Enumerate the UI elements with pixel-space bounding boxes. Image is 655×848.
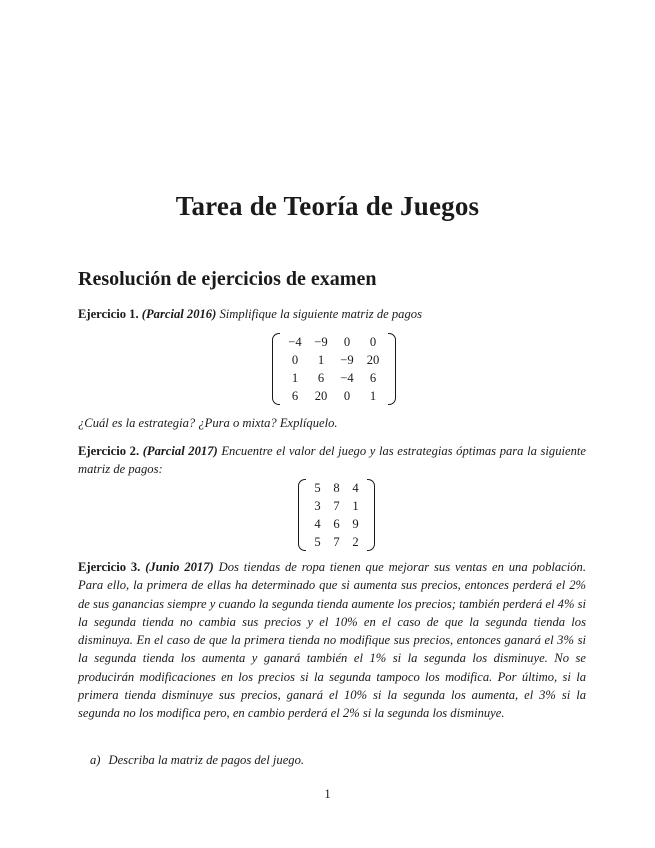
matrix-cell: 1: [369, 388, 377, 403]
matrix-cell: 6: [333, 516, 340, 531]
exercise-1-matrix-table: [282, 333, 386, 405]
exercise-1-text: Simplifique la siguiente matriz de pagos: [219, 307, 422, 321]
matrix-row: [308, 533, 365, 551]
matrix-row: [282, 333, 386, 351]
matrix-cell: 6: [317, 370, 325, 385]
matrix-cell: 6: [369, 370, 377, 385]
matrix-cell: 6: [291, 388, 299, 403]
matrix-cell: 7: [333, 498, 340, 513]
matrix-right-bracket: [367, 479, 375, 551]
page-number: 1: [324, 787, 331, 801]
exercise-1-label: Ejercicio 1.: [78, 307, 139, 321]
exercise-2-label: Ejercicio 2.: [78, 444, 140, 458]
exercise-1-question: [78, 414, 586, 432]
matrix-cell: 5: [314, 534, 321, 549]
matrix-row: [282, 351, 386, 369]
list-item-text: Describa la matriz de pagos del juego.: [108, 753, 305, 767]
matrix-cell: 20: [366, 352, 380, 367]
matrix-cell: 7: [333, 534, 340, 549]
matrix-cell: 3: [314, 498, 321, 513]
matrix-cell: −9: [340, 352, 354, 367]
matrix-cell: 1: [291, 370, 299, 385]
matrix-row: [308, 497, 365, 515]
document-title: Tarea de Teoría de Juegos: [175, 191, 480, 221]
exercise-3-source: (Junio 2017): [145, 560, 214, 574]
exercise-3-label: Ejercicio 3.: [78, 560, 141, 574]
exercise-1-statement: [78, 305, 586, 323]
exercise-3-text: Dos tiendas de ropa tienen que mejorar sus ventas en una población. Para ello, la primera de ellas ha determinado que si aumenta sus precios, entonces perderá el 2% de sus ganancias siempre y cuando la segunda tienda aumente los precios; también perderá el 4% si la segunda tienda no cambia sus precios y el 10% en el caso de que la segunda tienda los disminuya. En el caso de que la primera tienda no modifique sus precios, entonces ganará el 3% si la segunda tienda los aumenta y ganará también el 1% si la segunda los disminuye. No se producirán modificaciones en los precios si la segunda tampoco los modifica. Por último, si la primera tienda disminuye sus precios, ganará el 10% si la segunda los aumenta, el 3% si la segunda no los modifica pero, en cambio perderá el 2% si la segunda los disminuye.: [78, 560, 586, 721]
exercise-1-matrix: [272, 333, 396, 405]
list-item-marker: a): [90, 753, 101, 767]
matrix-row: [282, 387, 386, 405]
matrix-cell: −4: [340, 370, 354, 385]
section-heading: Resolución de ejercicios de examen: [78, 268, 377, 290]
exercise-1-source: (Parcial 2016): [141, 307, 217, 321]
matrix-cell: 5: [314, 480, 321, 495]
matrix-row: [308, 515, 365, 533]
matrix-row: [282, 369, 386, 387]
matrix-left-bracket: [298, 479, 306, 551]
matrix-left-bracket: [272, 333, 280, 405]
matrix-cell: 8: [333, 480, 340, 495]
matrix-cell: 1: [317, 352, 325, 367]
matrix-cell: 0: [291, 352, 299, 367]
matrix-cell: −9: [314, 334, 328, 349]
exercise-3-statement: [78, 558, 586, 723]
matrix-right-bracket: [388, 333, 396, 405]
matrix-cell: 4: [352, 480, 359, 495]
exercise-2-matrix: [298, 479, 375, 551]
matrix-cell: 0: [343, 388, 351, 403]
matrix-cell: 9: [352, 516, 359, 531]
matrix-cell: 2: [352, 534, 359, 549]
matrix-row: [308, 479, 365, 497]
list-item: [90, 753, 304, 768]
exercise-2-source: (Parcial 2017): [142, 444, 218, 458]
matrix-cell: 1: [352, 498, 359, 513]
matrix-cell: −4: [288, 334, 302, 349]
matrix-cell: 4: [314, 516, 321, 531]
matrix-cell: 20: [314, 388, 328, 403]
exercise-2-statement: [78, 442, 586, 479]
exercise-2-matrix-table: [308, 479, 365, 551]
matrix-cell: 0: [343, 334, 351, 349]
matrix-cell: 0: [369, 334, 377, 349]
exercise-1-question-text: ¿Cuál es la estrategia? ¿Pura o mixta? Explíquelo.: [78, 416, 338, 430]
exercise-2-text: Encuentre el valor del juego y las estrategias óptimas para la siguiente matriz de pagos:: [78, 444, 586, 477]
